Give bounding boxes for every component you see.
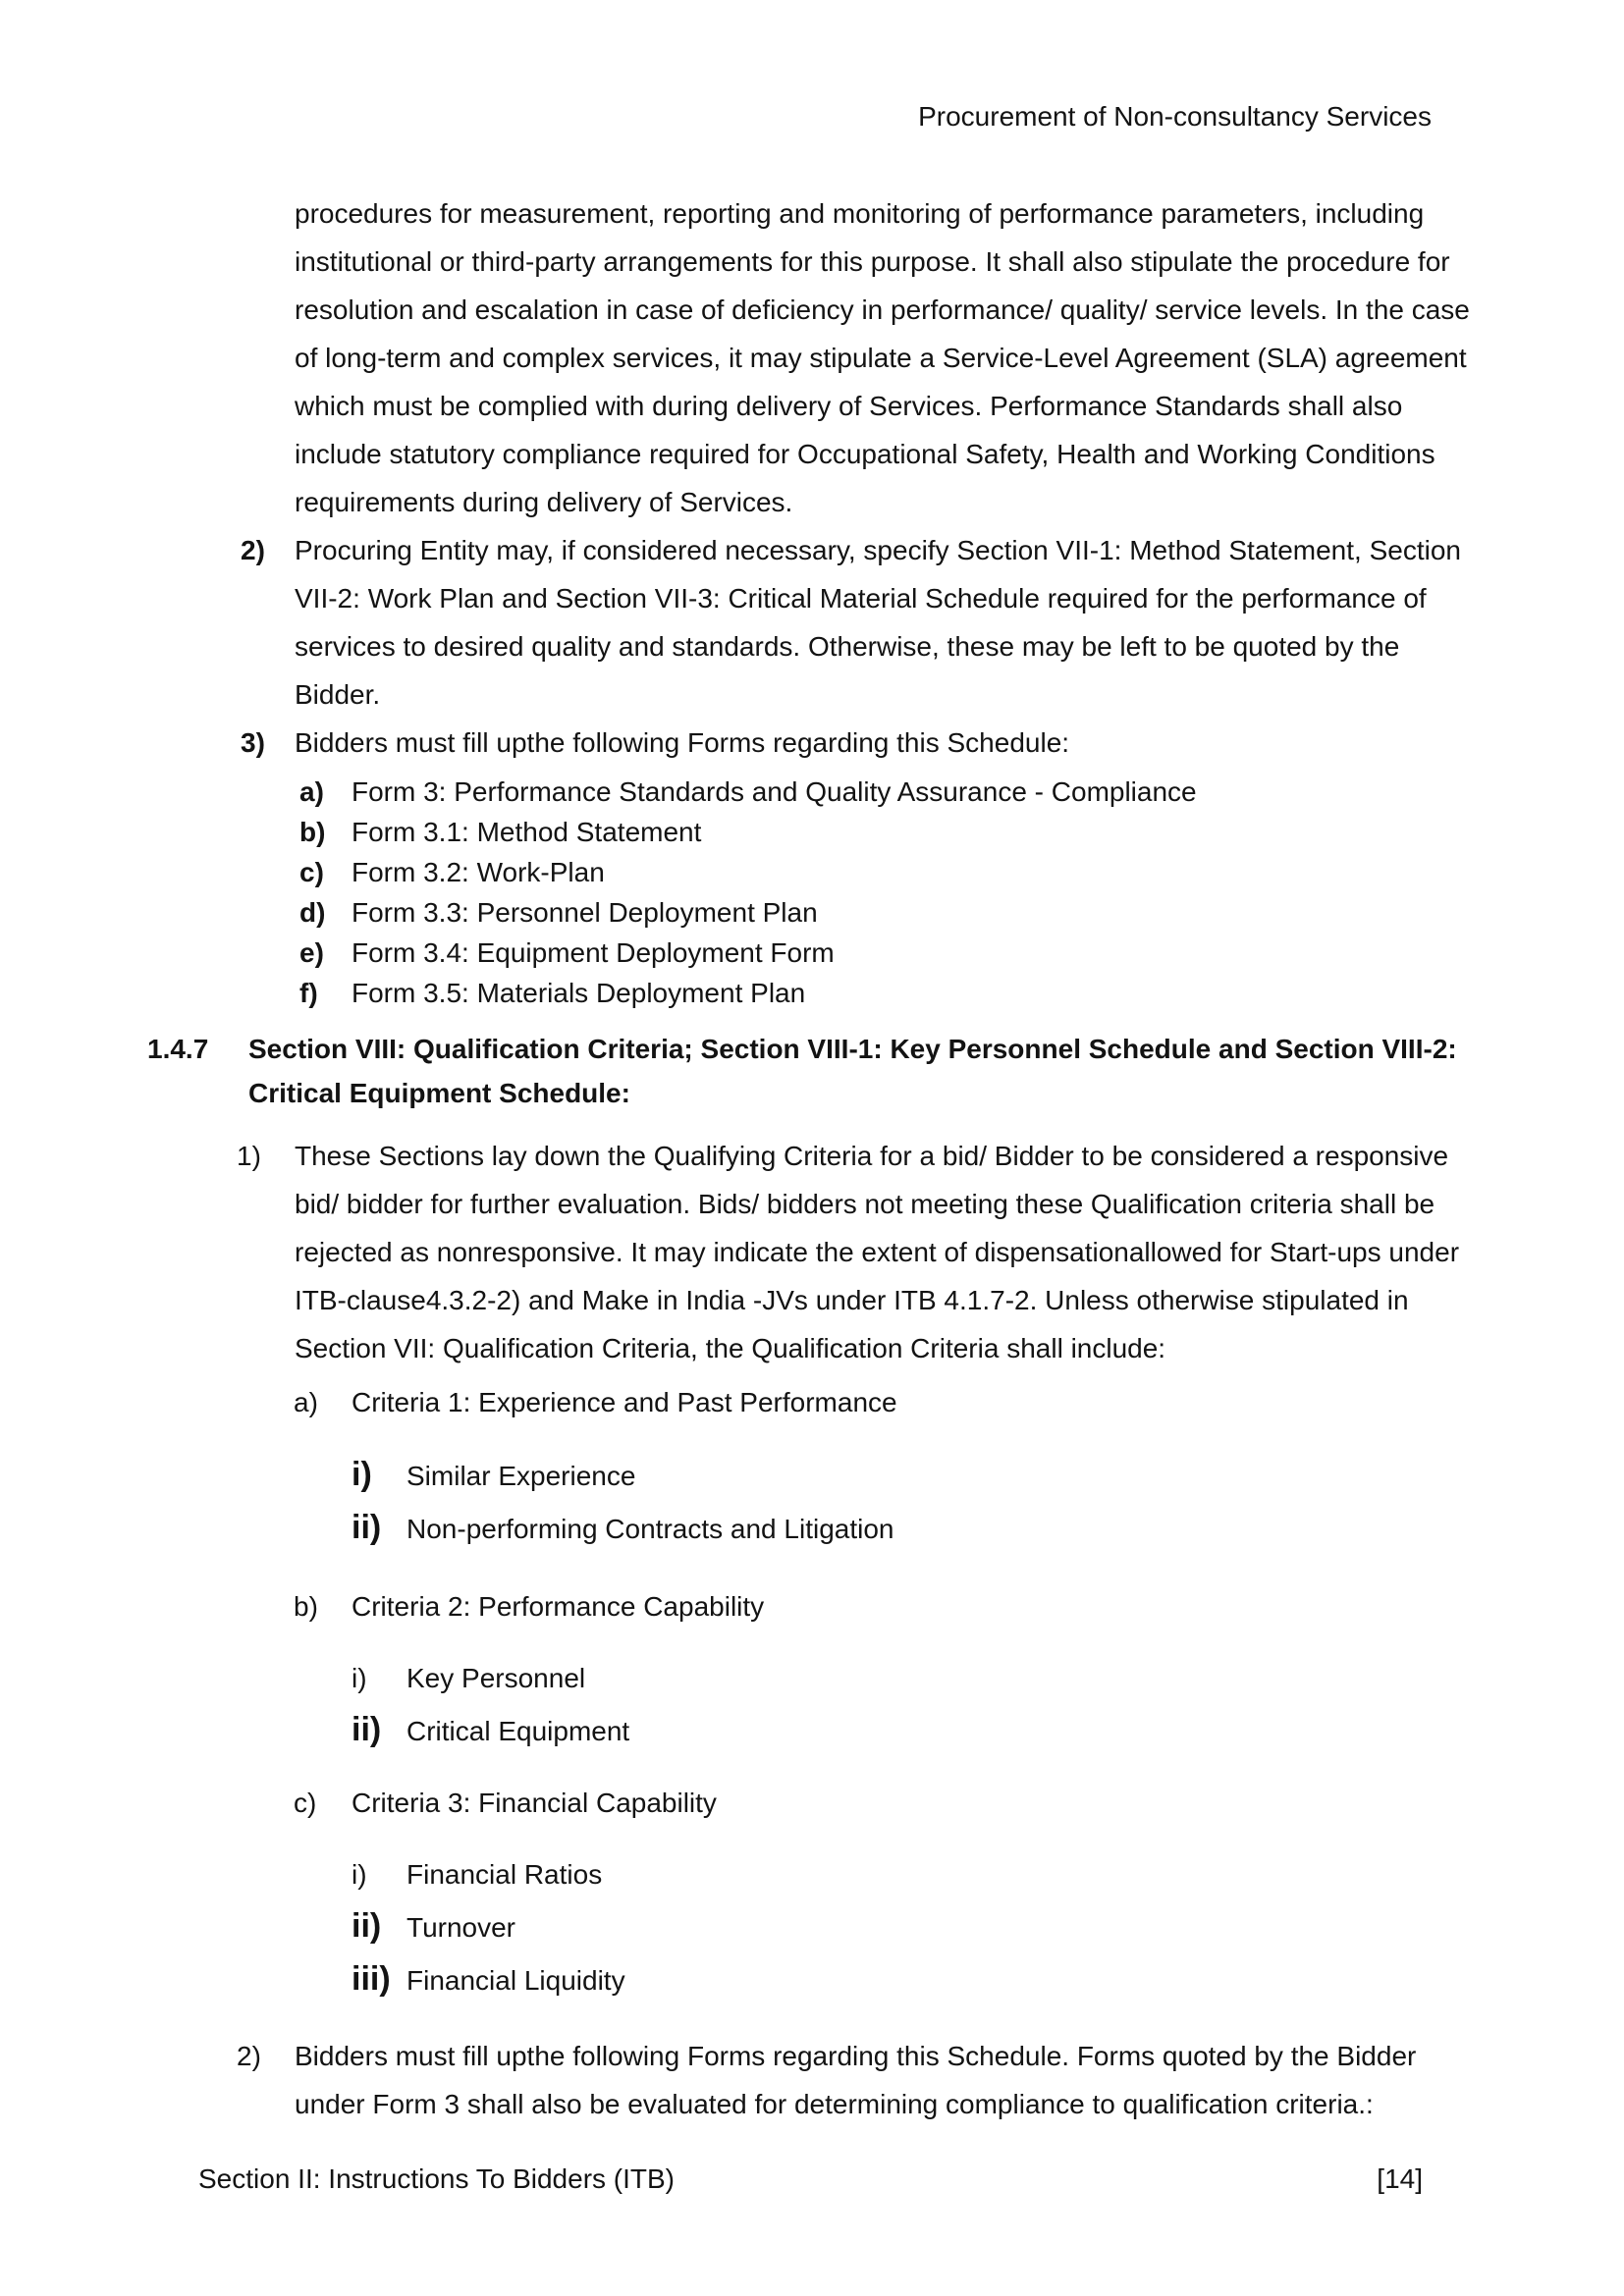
footer-section-label: Section II: Instructions To Bidders (ITB)	[198, 2163, 676, 2194]
forms-list-item	[299, 812, 1478, 852]
forms-list-item	[299, 892, 1478, 933]
list-item-text: Form 3.4: Equipment Deployment Form	[352, 937, 835, 968]
sub-list-item	[352, 1953, 1624, 2006]
list-item-text: Criteria 3: Financial Capability	[352, 1788, 717, 1818]
document-body	[0, 189, 1624, 2128]
list-marker: c)	[294, 1788, 317, 1818]
list-marker: i)	[352, 1456, 372, 1493]
list-item-text: Similar Experience	[406, 1461, 636, 1491]
criteria-item-c	[294, 1779, 1478, 1827]
sub-list-item	[352, 1653, 1624, 1704]
list-marker: b)	[299, 817, 326, 847]
list-item-text: Form 3.5: Materials Deployment Plan	[352, 978, 806, 1008]
list-marker: b)	[294, 1591, 318, 1622]
forms-list-item	[299, 973, 1478, 1013]
section-item-1	[237, 1132, 1478, 1372]
criteria-c-subitems	[352, 1849, 1624, 2006]
criteria-item-b	[294, 1582, 1478, 1630]
list-marker: ii)	[352, 1711, 382, 1748]
list-item-text: Key Personnel	[406, 1663, 586, 1693]
list-item-text: Form 3.1: Method Statement	[352, 817, 702, 847]
list-marker: e)	[299, 937, 324, 968]
sub-list-item	[352, 1449, 1624, 1502]
list-marker: a)	[294, 1387, 318, 1417]
list-item-text: Financial Ratios	[406, 1859, 603, 1890]
list-item-text: Procuring Entity may, if considered necessary, specify Section VII-1: Method Statement, Section VII-2: Work Plan and Section VII-3: Critical Material Schedule required for the performance of services to desired quality and standards. Otherwise, these may be left to be quoted by the Bidder.	[295, 535, 1461, 710]
list-item-text: Critical Equipment	[406, 1716, 630, 1746]
forms-list-item	[299, 772, 1478, 812]
list-marker: f)	[299, 978, 318, 1008]
list-marker: 3)	[241, 727, 265, 758]
list-marker: i)	[352, 1859, 367, 1890]
criteria-b-subitems	[352, 1653, 1624, 1757]
section-title: Section VIII: Qualification Criteria; Section VIII-1: Key Personnel Schedule and Section VIII-2: Critical Equipment Schedule:	[248, 1034, 1457, 1108]
sub-list-item	[352, 1502, 1624, 1555]
sub-list-item	[352, 1849, 1624, 1900]
list-marker: ii)	[352, 1907, 382, 1945]
list-item-text: Criteria 1: Experience and Past Performance	[352, 1387, 897, 1417]
criteria-item-a	[294, 1378, 1478, 1426]
page-footer	[198, 2163, 1423, 2196]
forms-list-item	[299, 933, 1478, 973]
list-marker: iii)	[352, 1960, 391, 1998]
list-item-text: Turnover	[406, 1912, 516, 1943]
list-item-text: Form 3.2: Work-Plan	[352, 857, 605, 887]
list-item-text: Form 3: Performance Standards and Quality Assurance - Compliance	[352, 776, 1197, 807]
sub-list-item	[352, 1704, 1624, 1757]
list-item-text: Criteria 2: Performance Capability	[352, 1591, 765, 1622]
list-item-text: These Sections lay down the Qualifying Criteria for a bid/ Bidder to be considered a responsive bid/ bidder for further evaluation. Bids/ bidders not meeting these Qualification criteria shall be rejected as nonresponsive. It may indicate the extent of dispensationallowed for Start-ups under ITB-clause4.3.2-2) and Make in India -JVs under ITB 4.1.7-2. Unless otherwise stipulated in Section VII: Qualification Criteria, the Qualification Criteria shall include:	[295, 1141, 1460, 1363]
list-marker: ii)	[352, 1509, 382, 1546]
section-item-2	[237, 2032, 1478, 2128]
forms-list	[299, 772, 1478, 1013]
list-marker: i)	[352, 1663, 367, 1693]
list-marker: 2)	[241, 535, 265, 565]
list-marker: 1)	[237, 1141, 261, 1171]
section-heading-1-4-7	[147, 1027, 1478, 1115]
list-item-text: Bidders must fill upthe following Forms regarding this Schedule:	[295, 727, 1070, 758]
page-header	[0, 0, 1624, 133]
paragraph-performance-standards: procedures for measurement, reporting and monitoring of performance parameters, including institutional or third-party arrangements for this purpose. It shall also stipulate the procedure for resolution and escalation in case of deficiency in performance/ quality/ service levels. In the case of long-term and complex services, it may stipulate a Service-Level Agreement (SLA) agreement which must be complied with during delivery of Services. Performance Standards shall also include statutory compliance required for Occupational Safety, Health and Working Conditions requirements during delivery of Services.	[295, 198, 1470, 517]
list-item-text: Bidders must fill upthe following Forms regarding this Schedule. Forms quoted by the Bidder under Form 3 shall also be evaluated for determining compliance to qualification criteria.:	[295, 2041, 1417, 2119]
list-marker: 2)	[237, 2041, 261, 2071]
footer-page-number: [14]	[1377, 2163, 1423, 2194]
section-number: 1.4.7	[147, 1034, 209, 1064]
list-item-3	[241, 719, 1478, 767]
sub-list-item	[352, 1900, 1624, 1953]
header-title: Procurement of Non-consultancy Services	[918, 101, 1432, 132]
criteria-a-subitems	[352, 1449, 1624, 1555]
list-item-2	[241, 526, 1478, 719]
list-marker: c)	[299, 857, 324, 887]
list-item-text: Financial Liquidity	[406, 1965, 625, 1996]
list-item-text: Form 3.3: Personnel Deployment Plan	[352, 897, 818, 928]
list-marker: d)	[299, 897, 326, 928]
forms-list-item	[299, 852, 1478, 892]
list-item-text: Non-performing Contracts and Litigation	[406, 1514, 894, 1544]
list-marker: a)	[299, 776, 324, 807]
